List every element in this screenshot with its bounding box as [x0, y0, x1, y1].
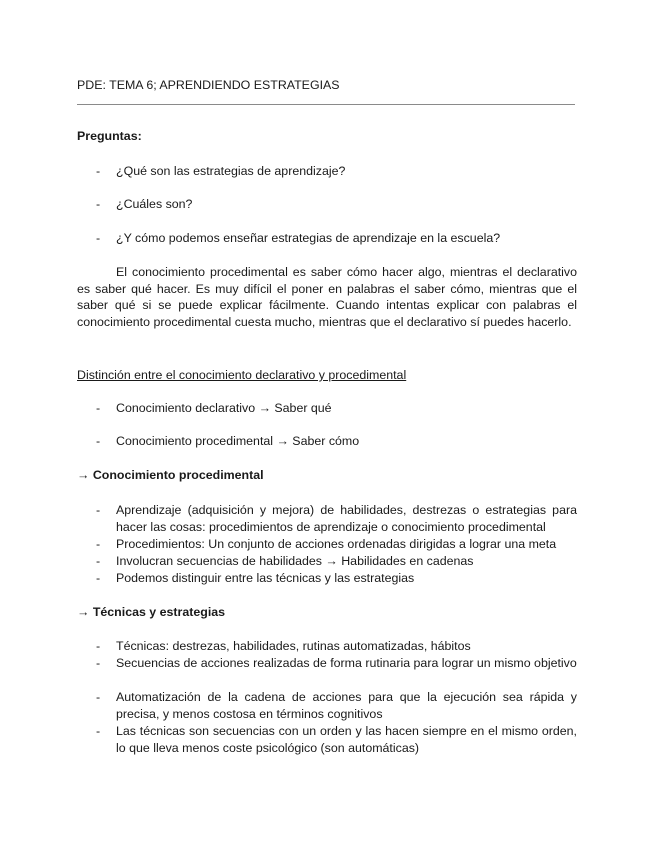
techniques-text: Las técnicas son secuencias con un orden y las hacen siempre en el mismo orden, lo que lleva menos coste psicológico (son automáticas): [116, 724, 577, 755]
bullet-dash: -: [96, 164, 101, 178]
bullet-dash: -: [96, 690, 101, 704]
question-text: ¿Cuáles son?: [116, 197, 193, 211]
document-header-title: PDE: TEMA 6; APRENDIENDO ESTRATEGIAS: [77, 78, 340, 92]
techniques-text: Técnicas: destrezas, habilidades, rutinas automatizadas, hábitos: [116, 639, 471, 653]
bullet-dash: -: [96, 724, 101, 738]
bullet-dash: -: [96, 554, 101, 568]
bullet-dash: -: [96, 197, 101, 211]
techniques-text: Automatización de la cadena de acciones para que la ejecución sea rápida y precisa, y menos costosa en términos cognitivos: [116, 690, 577, 721]
header-divider: [77, 104, 575, 105]
question-text: ¿Y cómo podemos enseñar estrategias de aprendizaje en la escuela?: [116, 231, 501, 245]
procedural-heading: → Conocimiento procedimental: [77, 468, 264, 482]
distinction-text: Conocimiento procedimental → Saber cómo: [116, 434, 360, 448]
bullet-dash: -: [96, 231, 101, 245]
techniques-text: Secuencias de acciones realizadas de forma rutinaria para lograr un mismo objetivo: [116, 656, 577, 670]
intro-paragraph: El conocimiento procedimental es saber cómo hacer algo, mientras el declarativo es saber qué hacer. Es muy difícil el poner en palabras el saber cómo, mientras que el saber qué si se puede explicar fácilmente. Cuando intentas explicar con palabras el conocimiento procedimental cuesta mucho, mientras que el declarativo sí puedes hacerlo.: [77, 265, 577, 329]
procedural-text: Podemos distinguir entre las técnicas y las estrategias: [116, 571, 415, 585]
bullet-dash: -: [96, 503, 101, 517]
bullet-dash: -: [96, 656, 101, 670]
bullet-dash: -: [96, 401, 101, 415]
bullet-dash: -: [96, 639, 101, 653]
techniques-heading: → Técnicas y estrategias: [77, 605, 226, 619]
procedural-text: Procedimientos: Un conjunto de acciones ordenadas dirigidas a lograr una meta: [116, 537, 557, 551]
questions-heading: Preguntas:: [77, 129, 142, 143]
question-text: ¿Qué son las estrategias de aprendizaje?: [116, 164, 346, 178]
procedural-text: Involucran secuencias de habilidades → Habilidades en cadenas: [116, 554, 474, 568]
procedural-text: Aprendizaje (adquisición y mejora) de habilidades, destrezas o estrategias para hacer las cosas: procedimientos de aprendizaje o conocimiento procedimental: [116, 503, 577, 534]
distinction-heading: Distinción entre el conocimiento declarativo y procedimental: [77, 368, 407, 382]
bullet-dash: -: [96, 537, 101, 551]
distinction-text: Conocimiento declarativo → Saber qué: [116, 401, 332, 415]
bullet-dash: -: [96, 571, 101, 585]
bullet-dash: -: [96, 434, 101, 448]
